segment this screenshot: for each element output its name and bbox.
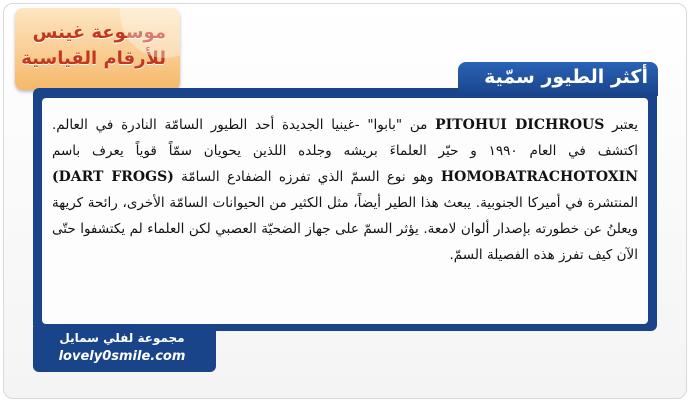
article-heading: أكثر الطيور سمّية xyxy=(484,66,648,88)
badge-subtitle: للأرقام القياسية xyxy=(21,48,166,69)
text-part-3: وهو نوع السمّ الذي تفرزه الضفادع السامّة xyxy=(173,169,441,185)
frog-name: (DART FROGS) xyxy=(52,169,174,185)
text-part-2: من "بابوا" -غينيا الجديدة أحد الطيور السامّة النادرة في العالم. اكتشف في العام ١٩٩٠ و حيّر العلماءَ بريشه وجلده اللذين يحويان سمّاً قوياً يعرف باسم xyxy=(52,117,638,159)
species-name: PITOHUI DICHROUS xyxy=(435,117,605,133)
article-text xyxy=(52,112,638,268)
text-part-4: المنتشرة في أميركا الجنوبية. يبعث هذا الطير أيضاً، مثل الكثير من الحيوانات السامّة الأخرى، رائحة كريهة ويعلنُ عن خطورته بإصدار ألوان لامعة. يؤثر السمّ على جهاز الضحيّة العصبي لكن العلماء لم يكتشفوا حتّى الآن كيف تفرز هذه الفصيلة السمّ. xyxy=(52,195,638,263)
footer-site-url[interactable]: lovely0smile.com xyxy=(58,349,186,364)
toxin-name: HOMOBATRACHOTOXIN xyxy=(440,169,638,185)
footer-site-name: مجموعة لفلي سمايل xyxy=(59,331,185,345)
guinness-badge xyxy=(15,8,180,90)
text-part-1: يعتبر xyxy=(604,117,638,133)
badge-title: موسوعة غينس xyxy=(32,22,166,43)
